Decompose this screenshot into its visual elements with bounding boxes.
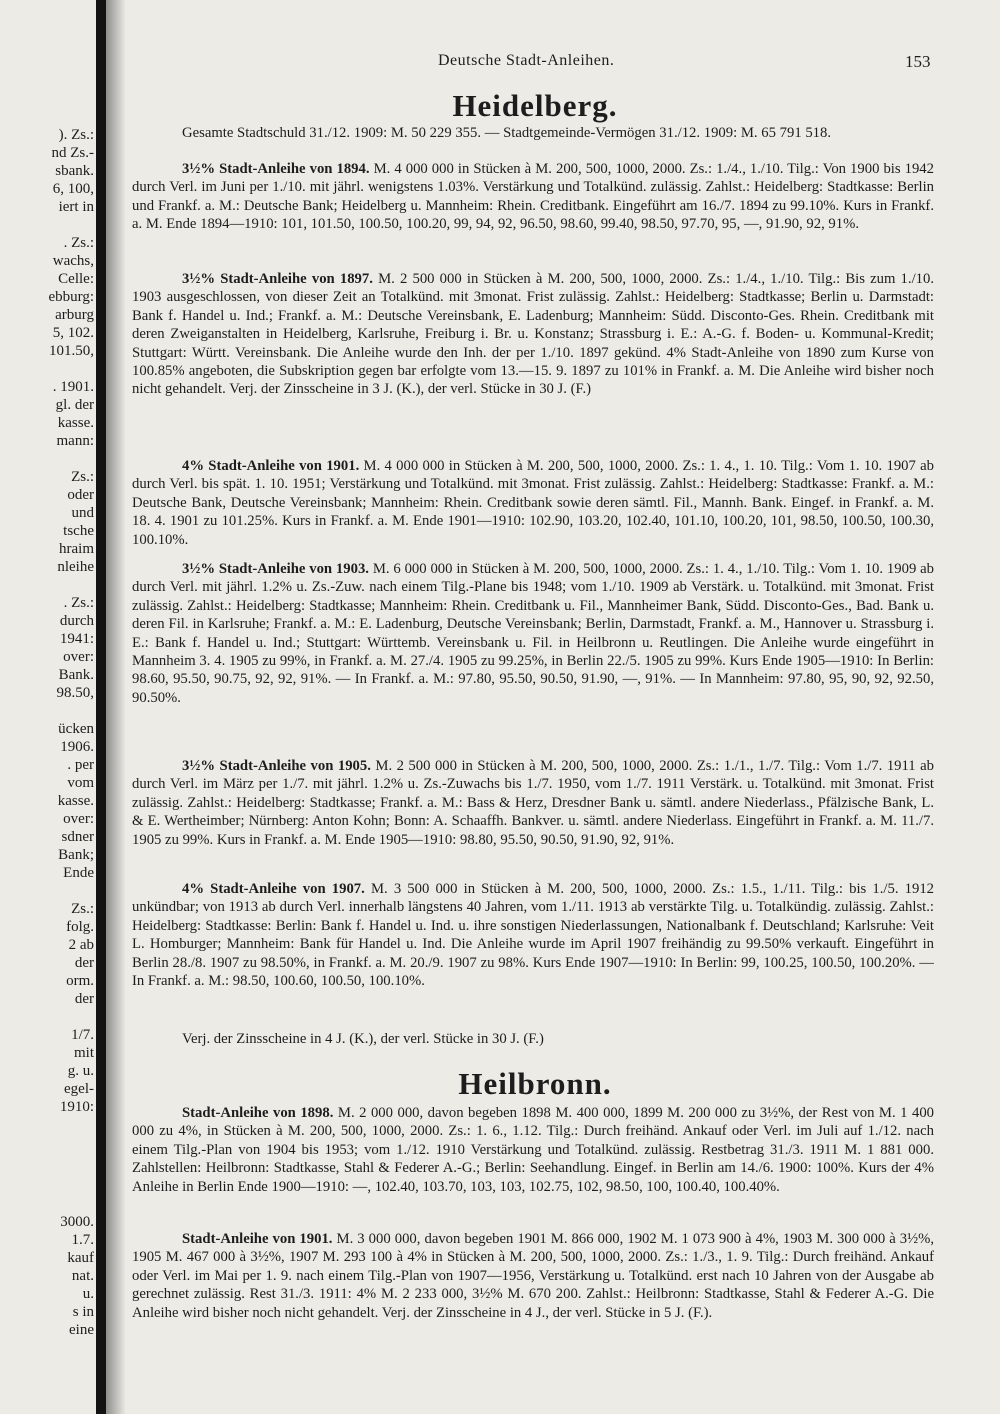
margin-fragment: g. u. bbox=[67, 1063, 94, 1079]
loan-heading: 3½% Stadt-Anleihe von 1894. bbox=[182, 161, 370, 177]
margin-fragment: tsche bbox=[63, 523, 94, 539]
section-title-heilbronn: Heilbronn. bbox=[458, 1066, 612, 1101]
loan-text: M. 4 000 000 in Stücken à M. 200, 500, 1000, 2000. Zs.: 1./4., 1./10. Tilg.: Von 1900 bis 1942 durch Verl. im Juni per 1./10. mit jährl. wenigstens 1.03%. Verstärkung und Totalkünd. zulässig. Zahlst.: Heidelberg: Stadtkasse: Berlin und Frankf. a. M.: Deutsche Bank; Heidelberg u. Mannheim: Rhein. Creditbank. Eingeführt am 16./7. 1894 zu 99.10%. Kurs in Frankf. a. M. Ende 1894—1910: 101, 101.50, 100.50, 100.20, 99, 94, 92, 96.50, 98.60, 99.40, 98.50, 97.70, 95, —, 91.90, 92, 91%. bbox=[132, 161, 934, 233]
heidelberg-loan-1894 bbox=[132, 160, 934, 234]
margin-fragment: vom bbox=[67, 775, 94, 791]
loan-text: M. 3 500 000 in Stücken à M. 200, 500, 1000, 2000. Zs.: 1.5., 1./11. Tilg.: bis 1./5. 1912 unkündbar; von 1913 ab durch Verl. innerhalb längstens 40 Jahren, vom 1./11. 1913 ab verstärkte Tilg. u. Totalkündig. zulässig. Zahlst.: Heidelberg: Stadtkasse: Berlin: Bank f. Handel u. Ind. u. ihre sonstigen Niederlassungen, Nationalbank f. Deutschland; Karlsruhe: Veit L. Homburger; Mannheim: Bank für Handel u. Ind. Die Anleihe wurde im April 1907 freihändig zu 99.50% verkauft. Eingeführt in Berlin 28./8. 1907 zu 98.50%, in Frankf. a. M. 20./9. 1907 zu 98%. Kurs Ende 1907—1910: In Berlin: 99, 100.25, 100.50, 100.20%. — In Frankf. a. M.: 98.50, 100.60, 100.50, 100.10%. bbox=[132, 881, 935, 990]
margin-fragment: und bbox=[71, 505, 94, 521]
margin-fragment: 101.50, bbox=[49, 343, 94, 359]
margin-fragment: 1941: bbox=[59, 631, 94, 647]
loan-heading: 3½% Stadt-Anleihe von 1903. bbox=[182, 561, 369, 577]
loan-text: M. 6 000 000 in Stücken à M. 200, 500, 1000, 2000. Zs.: 1. 4., 1./10. Tilg.: Vom 1. 10. 1909 ab durch Verl. mit jährl. 1.2% u. Zs.-Zuw. nach einem Tilg.-Plane bis 1948; vom 1./10. 1909 ab Verstärk. u. Totalkünd. mit 3monat. Frist zulässig. Zahlst.: Heidelberg: Stadtkasse; Mannheim: Rhein. Creditbank u. Fil., Mannheimer Bank, Südd. Disconto-Ges., Bad. Bank u. deren Fil. in Karlsruhe; Frankf. a. M.: E. Ladenburg, Deutsche Vereinsbank; Berlin, Darmstadt, Frankf. a. M., Hannover u. Strassburg i. E.: Bank f. Handel u. Ind.; Stuttgart: Württemb. Vereinsbank u. Fil. in Heilbronn u. Reutlingen. Die Anleihe wurde eingeführt in Mannheim 3. 4. 1905 zu 99%, in Frankf. a. M. 27./4. 1905 zu 99.25%, in Berlin 22./5. 1905 zu 99%. Kurs Ende 1905—1910: In Berlin: 98.60, 95.50, 90.75, 92, 92, 91%. — In Frankf. a. M.: 97.80, 95.50, 90.50, 91.90, —, 91%. — In Mannheim: 97.80, 95, 90, 92, 92.50, 90.50%. bbox=[132, 561, 934, 706]
loan-text: M. 2 500 000 in Stücken à M. 200, 500, 1000, 2000. Zs.: 1./1., 1./7. Tilg.: Vom 1./7. 1911 ab durch Verl. im März per 1./7. mit jährl. 1.2% u. Zs.-Zuwachs bis 1./7. 1950, vom 1./7. 1911 Verstärk. u. Totalkünd. mit 3monat. Frist zulässig. Zahlst.: Heidelberg: Stadtkasse; Frankf. a. M.: Bass & Herz, Dresdner Bank u. sämtl. andere Niederlass., Pfälzische Bank, L. & E. Wertheimber; Nürnberg: Anton Kohn; Bonn: A. Schaaffh. Bankver. u. sämtl. andere Niederlass. Eingeführt in Frankf. a. M. 11./7. 1905 zu 99%. Kurs in Frankf. a. M. Ende 1905—1910: 98.80, 95.50, 90.50, 91.90, 92, 91%. bbox=[132, 758, 935, 848]
margin-fragment: sbank. bbox=[55, 163, 94, 179]
section-title-heidelberg: Heidelberg. bbox=[452, 88, 618, 123]
margin-fragment: Ende bbox=[63, 865, 94, 881]
margin-fragment: iert in bbox=[58, 199, 94, 215]
margin-fragment: nleihe bbox=[57, 559, 94, 575]
margin-fragment: Zs.: bbox=[71, 469, 94, 485]
margin-fragment: . per bbox=[67, 757, 94, 773]
margin-fragment: over: bbox=[63, 649, 94, 665]
binding-gutter bbox=[96, 0, 106, 1414]
margin-fragment: 98.50, bbox=[56, 685, 94, 701]
margin-fragment: 1910: bbox=[59, 1099, 94, 1115]
margin-fragment: Celle: bbox=[58, 271, 94, 287]
loan-heading: 4% Stadt-Anleihe von 1901. bbox=[182, 458, 360, 474]
margin-fragment: kauf bbox=[67, 1250, 94, 1266]
margin-fragment: ). Zs.: bbox=[58, 127, 94, 143]
page-number: 153 bbox=[905, 52, 931, 71]
heidelberg-loan-1903 bbox=[132, 560, 934, 707]
margin-fragment: egel- bbox=[64, 1081, 94, 1097]
margin-fragment: wachs, bbox=[52, 253, 94, 269]
margin-fragment: nd Zs.- bbox=[51, 145, 94, 161]
margin-fragment: 6, 100, bbox=[52, 181, 94, 197]
loan-text: M. 3 000 000, davon begeben 1901 M. 866 000, 1902 M. 1 073 900 à 4%, 1903 M. 300 000 à 3½%, 1905 M. 467 000 à 3½%, 1907 M. 293 100 à 4% in Stücken à M. 200, 500, 1000, 2000. Zs.: 1./3., 1. 9. Tilg.: Durch freihänd. Ankauf oder Verl. im Mai per 1. 9. nach einem Tilg.-Plan von 1907—1956, Verstärkung u. Totalkünd. erst nach 10 Jahren von der Ausgabe ab gerechnet zulässig. Rest 31./3. 1911: 4% M. 2 233 000, 3½% M. 670 200. Zahlst.: Heilbronn: Stadtkasse, Stahl & Federer A.-G. Die Anleihe wird bisher noch nicht gehandelt. Verj. der Zinsscheine in 4 J., der verl. Stücke in 5 J. (F.). bbox=[132, 1231, 935, 1321]
margin-fragment: 2 ab bbox=[68, 937, 94, 953]
margin-fragment: orm. bbox=[66, 973, 94, 989]
margin-fragment: kasse. bbox=[57, 415, 94, 431]
margin-fragment: Zs.: bbox=[71, 901, 94, 917]
margin-fragment: mit bbox=[73, 1045, 94, 1061]
margin-fragment: der bbox=[74, 955, 94, 971]
heilbronn-loan-1901 bbox=[132, 1230, 934, 1322]
margin-fragment: ebburg: bbox=[48, 289, 94, 305]
heidelberg-loan-1907 bbox=[132, 880, 934, 990]
margin-fragment: 3000. bbox=[60, 1214, 94, 1230]
margin-fragment: nat. bbox=[71, 1268, 94, 1284]
margin-fragment: oder bbox=[67, 487, 94, 503]
margin-fragment: . Zs.: bbox=[63, 595, 94, 611]
margin-fragment: Bank; bbox=[58, 847, 94, 863]
margin-fragment: arburg bbox=[55, 307, 94, 323]
heidelberg-closing-note: Verj. der Zinsscheine in 4 J. (K.), der verl. Stücke in 30 J. (F.) bbox=[182, 1031, 544, 1047]
margin-fragment: sdner bbox=[61, 829, 94, 845]
margin-fragment: eine bbox=[69, 1322, 94, 1338]
loan-heading: 3½% Stadt-Anleihe von 1905. bbox=[182, 758, 371, 774]
heidelberg-loan-1901 bbox=[132, 457, 934, 549]
adjacent-page-fragment bbox=[0, 0, 94, 1414]
margin-fragment: u. bbox=[82, 1286, 94, 1302]
heidelberg-loan-1897 bbox=[132, 270, 934, 399]
margin-fragment: . 1901. bbox=[52, 379, 94, 395]
heidelberg-loan-1905 bbox=[132, 757, 934, 849]
heilbronn-loan-1898 bbox=[132, 1104, 934, 1196]
margin-fragment: s in bbox=[72, 1304, 94, 1320]
margin-fragment: 1.7. bbox=[71, 1232, 94, 1248]
loan-heading: Stadt-Anleihe von 1901. bbox=[182, 1231, 333, 1247]
margin-fragment: folg. bbox=[66, 919, 94, 935]
loan-text: M. 4 000 000 in Stücken à M. 200, 500, 1000, 2000. Zs.: 1. 4., 1. 10. Tilg.: Vom 1. 10. 1907 ab durch Verl. bis spät. 1. 10. 1951; Verstärkung und Totalkünd. mit 3monat. Frist zulässig. Zahlst.: Heidelberg: Stadtkasse: Frankf. a. M.: Deutsche Bank, Deutsche Vereinsbank; Mannheim: Rhein. Creditbank sowie deren sämtl. Fil., Mannh. Bank. Eingef. in Frankf. a. M. 18. 4. 1901 zu 101.25%. Kurs in Frankf. a. M. Ende 1901—1910: 102.90, 103.20, 102.40, 101.10, 100.20, 101, 98.50, 100.50, 100.30, 100.10%. bbox=[132, 458, 934, 548]
loan-text: M. 2 500 000 in Stücken à M. 200, 500, 1000, 2000. Zs.: 1./4., 1./10. Tilg.: Bis zum 1./10. 1903 ausgeschlossen, von dieser Zeit an Totalkünd. mit 3monat. Frist zulässig. Zahlst.: Heidelberg: Stadtkasse; Berlin u. Darmstadt: Bank f. Handel u. Ind.; Frankf. a. M.: Deutsche Vereinsbank, E. Ladenburg; Mannheim: Südd. Disconto-Ges. Rhein. Creditbank mit deren Zweiganstalten in Heidelberg, Karlsruhe, Freiburg i. Br. u. Konstanz; Strassburg i. E.: A.-G. f. Boden- u. Kommunal-Kredit; Stuttgart: Württ. Vereinsbank. Die Anleihe wurde den Inh. der per 1./10. 1897 gekünd. 4% Stadt-Anleihe von 1890 zum Kurse von 100.85% angeboten, die Subskription gegen bar erfolgte vom 13.—15. 9. 1897 zu 101% in Frankf. a. M. Die Anleihe wird bisher noch nicht gehandelt. Verj. der Zinsscheine in 3 J. (K.), der verl. Stücke in 30 J. (F.) bbox=[132, 271, 935, 398]
margin-fragment: Bank. bbox=[58, 667, 94, 683]
loan-heading: 3½% Stadt-Anleihe von 1897. bbox=[182, 271, 373, 287]
running-head: Deutsche Stadt-Anleihen. bbox=[438, 52, 615, 69]
heidelberg-intro: Gesamte Stadtschuld 31./12. 1909: M. 50 229 355. — Stadtgemeinde-Vermögen 31./12. 1909: M. 65 791 518. bbox=[182, 125, 832, 141]
loan-heading: 4% Stadt-Anleihe von 1907. bbox=[182, 881, 365, 897]
margin-fragment: mann: bbox=[56, 433, 94, 449]
margin-fragment: der bbox=[74, 991, 94, 1007]
margin-fragment: over: bbox=[63, 811, 94, 827]
margin-fragment: ücken bbox=[58, 721, 94, 737]
margin-fragment: . Zs.: bbox=[63, 235, 94, 251]
margin-fragment: 1906. bbox=[60, 739, 94, 755]
margin-fragment: durch bbox=[59, 613, 94, 629]
loan-text: M. 2 000 000, davon begeben 1898 M. 400 000, 1899 M. 200 000 zu 3½%, der Rest von M. 1 400 000 zu 4%, in Stücken à M. 200, 500, 1000, 2000. Zs.: 1. 6., 1.12. Tilg.: Durch freihänd. Ankauf oder Verl. im Juli auf 1./12. nach einem Tilg.-Plan von 1904 bis 1953; vom 1./12. 1910 Verstärkung und Totalkünd. zulässig. Restbetrag 31./3. 1911 M. 1 881 000. Zahlstellen: Heilbronn: Stadtkasse, Stahl & Federer A.-G.; Berlin: Seehandlung. Eingef. in Berlin am 14./6. 1900: 100%. Kurs der 4% Anleihe in Berlin Ende 1900—1910: —, 102.40, 103.70, 103, 103, 102.75, 102, 98.50, 100, 100.40, 100.40%. bbox=[132, 1105, 935, 1195]
gutter-shadow bbox=[106, 0, 126, 1414]
loan-heading: Stadt-Anleihe von 1898. bbox=[182, 1105, 334, 1121]
margin-fragment: kasse. bbox=[57, 793, 94, 809]
margin-fragment: gl. der bbox=[55, 397, 94, 413]
margin-fragment: 1/7. bbox=[71, 1027, 94, 1043]
margin-fragment: 5, 102. bbox=[52, 325, 94, 341]
margin-fragment: hraim bbox=[59, 541, 94, 557]
